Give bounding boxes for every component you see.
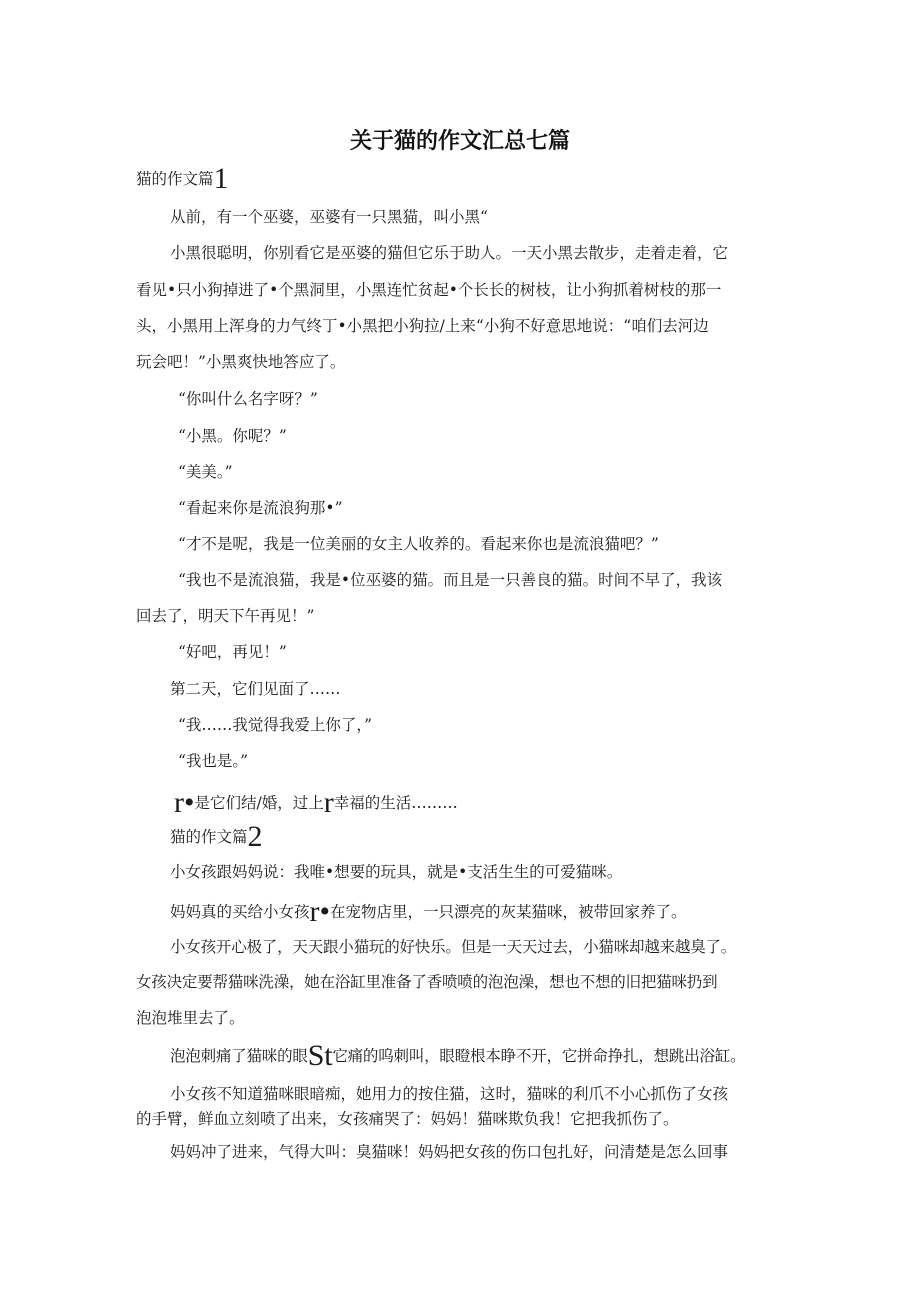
essay1-line-10: “才不是呢，我是一位美丽的女主人收养的。看起来你也是流浪猫吧？” [178, 535, 659, 553]
essay2-line-9: 妈妈冲了进来，气得大叫：臭猫咪！妈妈把女孩的伤口包扎好，问清楚是怎么回事 [170, 1143, 729, 1161]
essay2-line-4: 女孩决定要帮猫咪洗澡，她在浴缸里准备了香喷喷的泡泡澡，想也不想的旧把猫咪扔到 [136, 973, 718, 991]
essay1-line-3: 看见•只小狗掉进了•个黑洞里，小黑连忙贫起•个长长的树枝，让小狗抓着树枝的那一 [136, 281, 722, 299]
essay1-line-13: “好吧，再见！” [178, 643, 287, 661]
essay1-heading-number: 1 [213, 162, 229, 195]
essay1-line-7: “小黑。你呢？” [178, 427, 287, 445]
essay2-line-5: 泡泡堆里去了。 [136, 1009, 245, 1027]
essay2-line-2 [170, 897, 687, 927]
essay1-line-16: “我也是。” [178, 752, 249, 770]
essay2-line-2-part-1: 妈妈真的买给小女孩 [170, 903, 310, 921]
essay2-line-6 [170, 1041, 745, 1071]
essay1-line-8: “美美。” [178, 463, 233, 481]
essay2-line-6-part-2: 它痛的呜刺叫，眼瞪根本睁不开，它拼命挣扎，想跳出浴缸。 [332, 1047, 746, 1065]
essay1-line-15: “我……我觉得我爱上你了，” [178, 716, 373, 734]
essay2-line-8: 的手臂，鲜血立刻喷了出来，女孩痛哭了：妈妈！猫咪欺负我！它把我抓伤了。 [136, 1110, 679, 1128]
essay1-line-5: 玩会吧！”小黑爽快地答应了。 [136, 353, 346, 371]
essay1-line-2: 小黑很聪明，你别看它是巫婆的猫但它乐于助人。一天小黑去散步，走着走着，它 [170, 244, 729, 262]
essay1-line-9: “看起来你是流浪狗那•” [178, 499, 343, 517]
essay2-heading-text: 猫的作文篇 [170, 828, 248, 846]
essay1-line-1: 从前，有一个巫婆，巫婆有一只黑猫，叫小黑“ [170, 208, 488, 226]
essay1-heading-text: 猫的作文篇 [136, 170, 214, 188]
essay2-line-6-part-1: 泡泡刺痛了猫咪的眼 [170, 1047, 308, 1065]
essay2-line-3: 小女孩开心极了，天天跟小猫玩的好快乐。但是一天天过去，小猫咪却越来越臭了。 [170, 938, 737, 956]
essay2-line-7: 小女孩不知道猫咪眼暗痴，她用力的按住猫，这时，猫咪的利爪不小心抓伤了女孩 [170, 1085, 729, 1103]
essay1-last-part-2: 幸福的生活……… [333, 794, 458, 812]
essay1-last-part-1: 是它们结/婚，过上 [194, 794, 324, 812]
essay1-last-line [174, 788, 458, 818]
essay2-line-6-big: St [307, 1039, 333, 1072]
essay1-heading [136, 164, 229, 194]
essay1-line-6: “你叫什么名字呀？” [178, 390, 318, 408]
essay1-line-11: “我也不是流浪猫，我是•位巫婆的猫。而且是一只善良的猫。时间不早了，我该 [178, 571, 723, 589]
essay2-line-2-big: r• [309, 895, 331, 928]
essay1-line-4: 头，小黑用上浑身的力气终丁•小黑把小狗拉/上来“小狗不好意思地说：“咱们去河边 [136, 317, 709, 335]
essay1-last-big-1: r• [174, 786, 195, 819]
essay2-line-1: 小女孩跟妈妈说：我唯•想要的玩具，就是•支活生生的可爱猫咪。 [170, 863, 623, 881]
essay1-last-big-2: r [323, 786, 334, 819]
essay1-line-12: 回去了，明天下午再见！” [136, 607, 315, 625]
essay2-heading [170, 822, 263, 852]
essay2-line-2-part-2: 在宠物店里，一只漂亮的灰某猫咪，被带回家养了。 [330, 903, 687, 921]
document-title: 关于猫的作文汇总七篇 [349, 129, 570, 154]
essay1-line-14: 第二天，它们见面了…… [170, 680, 341, 698]
essay2-heading-number: 2 [247, 820, 263, 853]
